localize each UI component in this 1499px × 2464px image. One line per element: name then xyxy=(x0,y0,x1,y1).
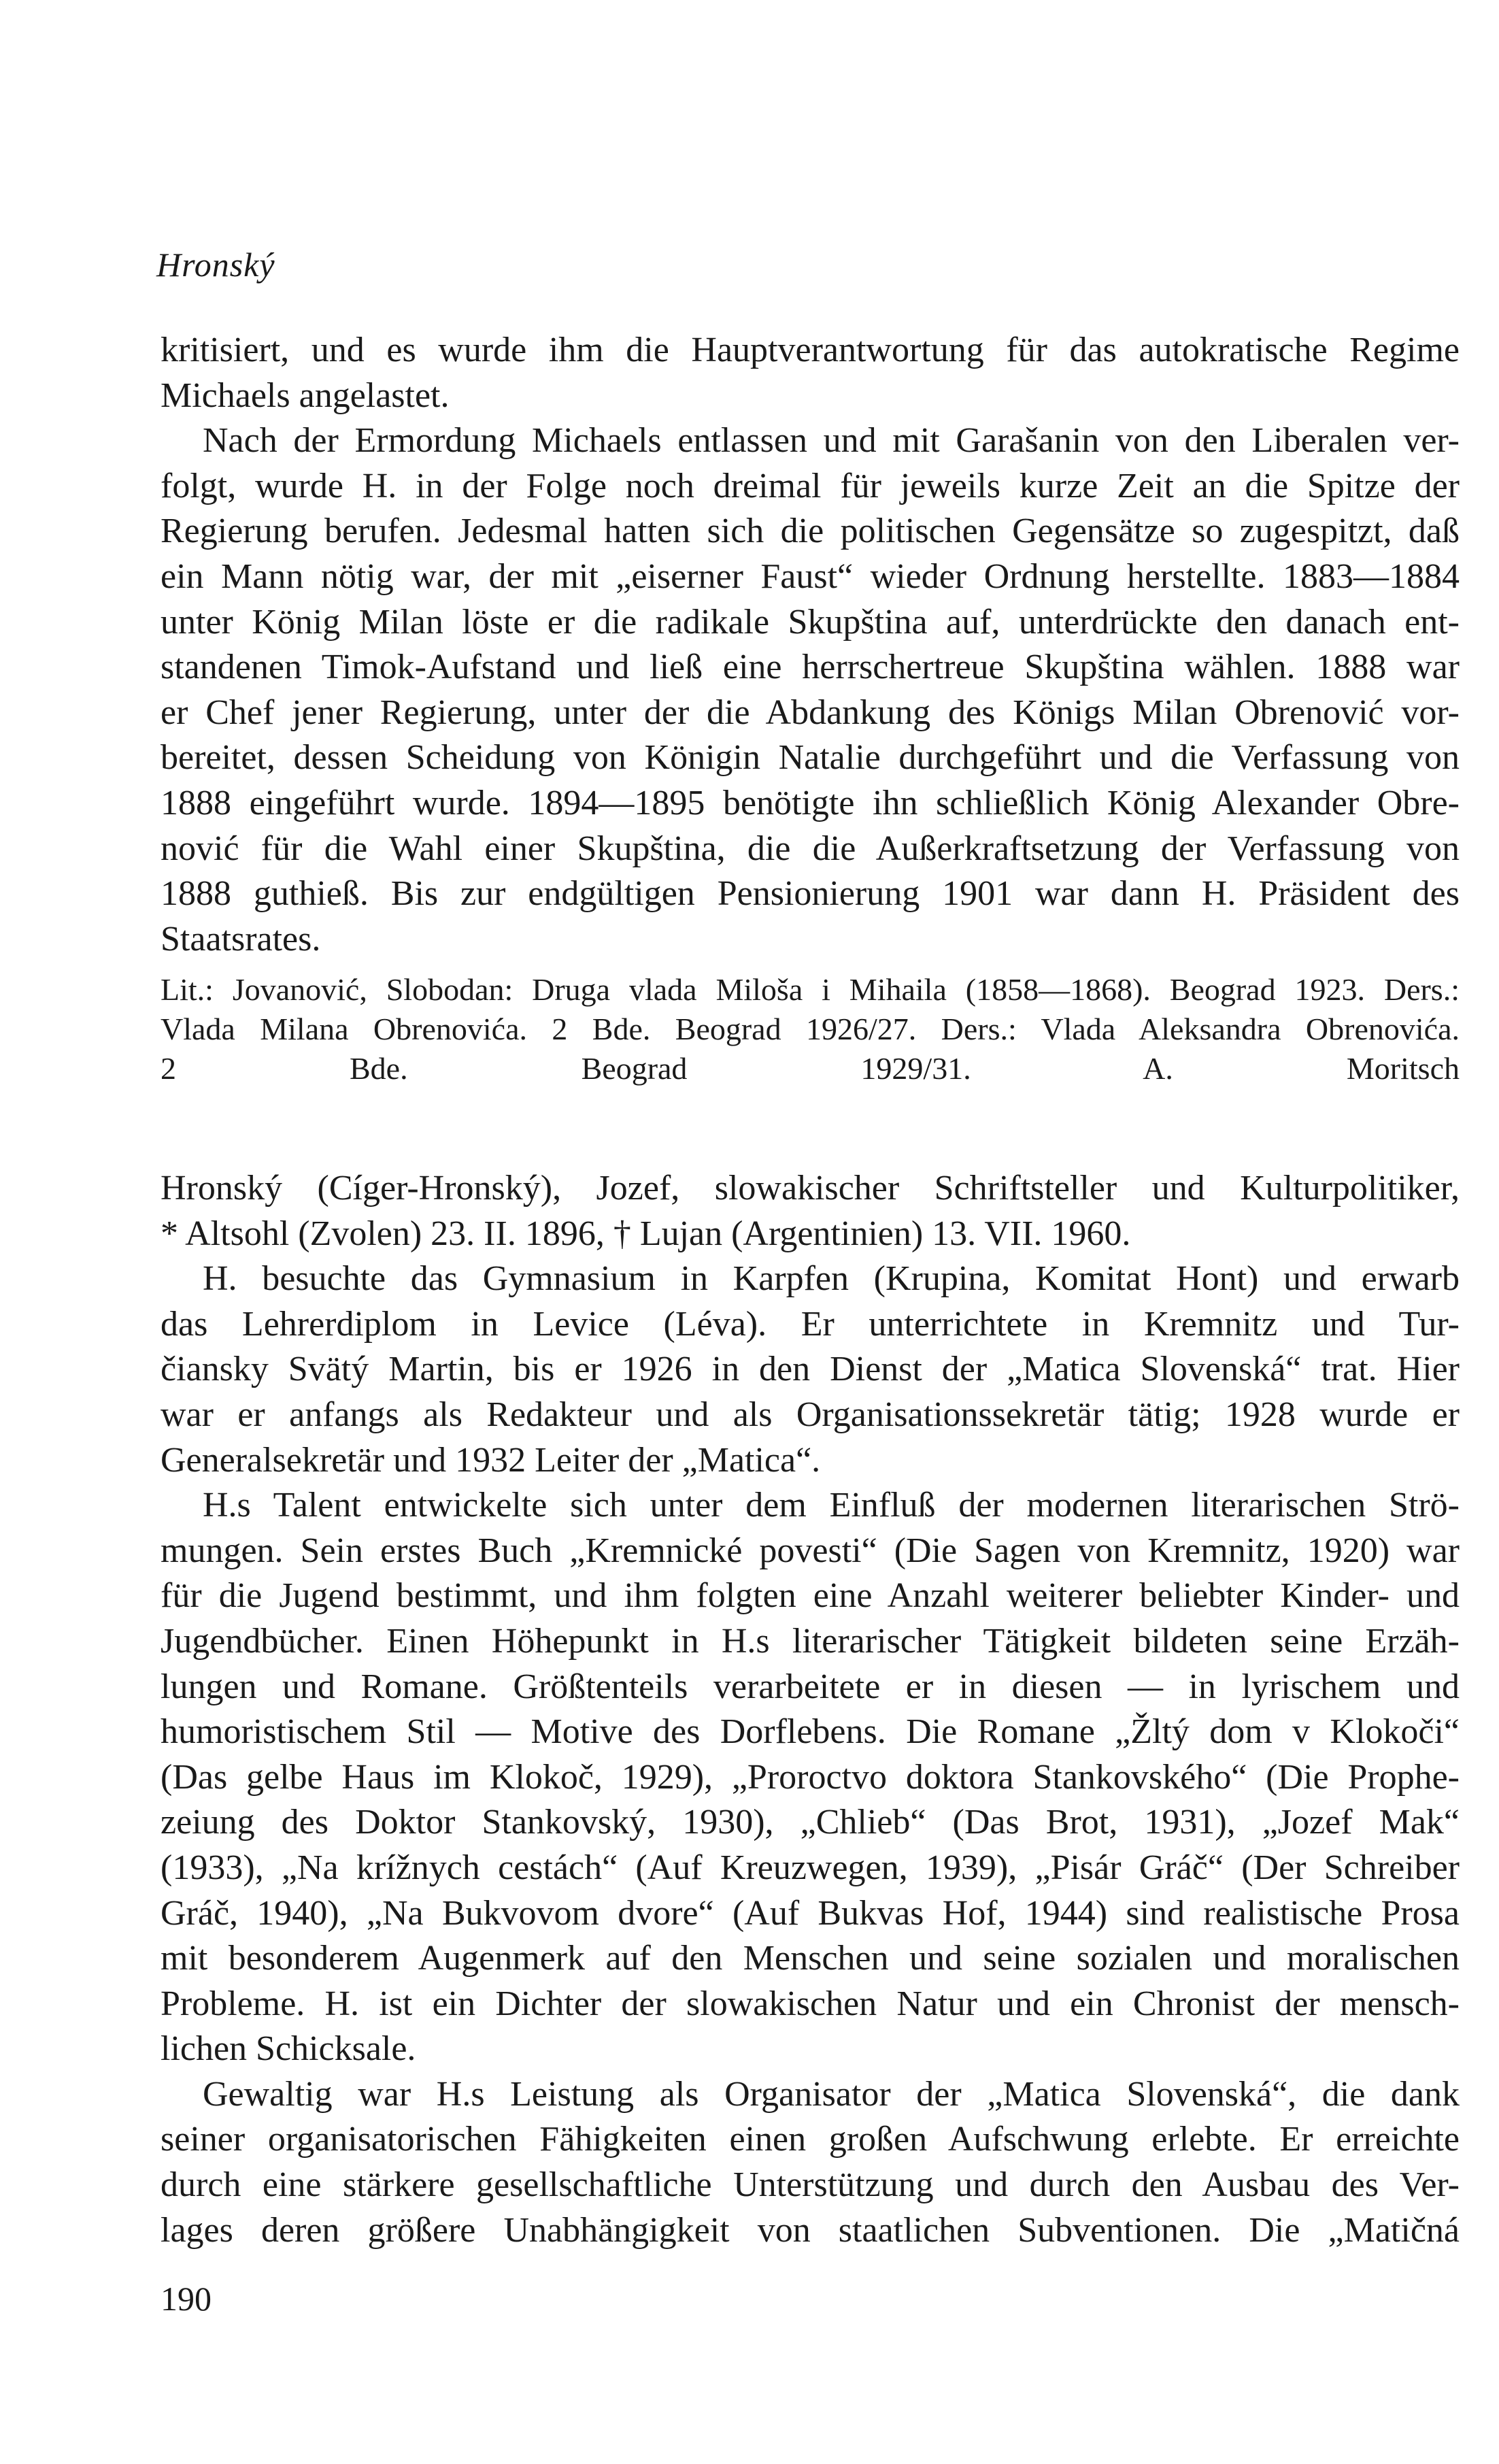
text-line: mungen. Sein erstes Buch „Kremnické povesti“ (Die Sagen von Kremnitz, 1920) war xyxy=(161,1531,1460,1570)
text-line: 1888 eingeführt wurde. 1894—1895 benötigte ihn schließlich König Alexander Obre- xyxy=(161,783,1460,822)
text-line: seiner organisatorischen Fähigkeiten einen großen Aufschwung erlebte. Er erreichte xyxy=(161,2120,1460,2159)
text-line: er Chef jener Regierung, unter der die Abdankung des Königs Milan Obrenović vor- xyxy=(161,693,1460,732)
literature-line: Lit.: Jovanović, Slobodan: Druga vlada Miloša i Mihaila (1858—1868). Beograd 1923. Ders.: xyxy=(161,972,1460,1007)
text-line: kritisiert, und es wurde ihm die Hauptverantwortung für das autokratische Regime xyxy=(161,331,1460,369)
continued-article xyxy=(161,328,1460,962)
text-line: lichen Schicksale. xyxy=(161,2029,416,2069)
text-line: (1933), „Na krížnych cestách“ (Auf Kreuzwegen, 1939), „Pisár Gráč“ (Der Schreiber xyxy=(161,1848,1460,1887)
page-number: 190 xyxy=(161,2280,212,2318)
text-line: Michaels angelastet. xyxy=(161,376,450,415)
text-line: ein Mann nötig war, der mit „eiserner Faust“ wieder Ordnung herstellte. 1883—1884 xyxy=(161,556,1460,596)
text-line: Gráč, 1940), „Na Bukvovom dvore“ (Auf Bukvas Hof, 1944) sind realistische Prosa xyxy=(161,1893,1460,1933)
text-line: H. besuchte das Gymnasium in Karpfen (Krupina, Komitat Hont) und erwarb xyxy=(203,1259,1460,1299)
text-line: Probleme. H. ist ein Dichter der slowakischen Natur und ein Chronist der mensch- xyxy=(161,1984,1460,2023)
literature-line: Vlada Milana Obrenovića. 2 Bde. Beograd 1926/27. Ders.: Vlada Aleksandra Obrenovića. xyxy=(161,1012,1460,1046)
text-line: unter König Milan löste er die radikale Skupština auf, unterdrückte den danach ent- xyxy=(161,602,1460,642)
text-line: Jugendbücher. Einen Höhepunkt in H.s literarischer Tätigkeit bildeten seine Erzäh- xyxy=(161,1621,1460,1661)
text-line: standenen Timok-Aufstand und ließ eine herrschertreue Skupština wählen. 1888 war xyxy=(161,648,1460,687)
text-line: mit besonderem Augenmerk auf den Menschen und seine sozialen und moralischen xyxy=(161,1939,1460,1978)
text-line: Generalsekretär und 1932 Leiter der „Matica“. xyxy=(161,1440,821,1480)
text-line: Gewaltig war H.s Leistung als Organisator der „Matica Slovenská“, die dank xyxy=(203,2074,1460,2114)
text-line: Regierung berufen. Jedesmal hatten sich die politischen Gegensätze so zugespitzt, daß xyxy=(161,512,1460,551)
text-line: humoristischem Stil — Motive des Dorflebens. Die Romane „Žltý dom v Klokoči“ xyxy=(161,1712,1460,1752)
text-line: durch eine stärkere gesellschaftliche Unterstützung und durch den Ausbau des Ver- xyxy=(161,2165,1460,2205)
entry-hronsky xyxy=(161,1166,1460,2253)
text-line: folgt, wurde H. in der Folge noch dreimal für jeweils kurze Zeit an die Spitze der xyxy=(161,466,1460,505)
text-line: * Altsohl (Zvolen) 23. II. 1896, † Lujan (Argentinien) 13. VII. 1960. xyxy=(161,1214,1131,1253)
literature-references xyxy=(161,970,1460,1088)
text-line: Hronský (Cíger-Hronský), Jozef, slowakischer Schriftsteller und Kulturpolitiker, xyxy=(161,1169,1460,1208)
text-line: bereitet, dessen Scheidung von Königin Natalie durchgeführt und die Verfassung von xyxy=(161,738,1460,778)
text-line: für die Jugend bestimmt, und ihm folgten eine Anzahl weiterer beliebter Kinder- und xyxy=(161,1576,1460,1616)
text-line: zeiung des Doktor Stankovský, 1930), „Chlieb“ (Das Brot, 1931), „Jozef Mak“ xyxy=(161,1803,1460,1842)
text-line: čiansky Svätý Martin, bis er 1926 in den Dienst der „Matica Slovenská“ trat. Hier xyxy=(161,1350,1460,1389)
text-line: lages deren größere Unabhängigkeit von staatlichen Subventionen. Die „Matičná xyxy=(161,2210,1460,2250)
text-line: (Das gelbe Haus im Klokoč, 1929), „Proroctvo doktora Stankovského“ (Die Prophe- xyxy=(161,1757,1460,1797)
text-line: 1888 guthieß. Bis zur endgültigen Pensionierung 1901 war dann H. Präsident des xyxy=(161,874,1460,914)
literature-line: 2 Bde. Beograd 1929/31. A. Moritsch xyxy=(161,1051,1460,1086)
running-head: Hronský xyxy=(156,246,275,284)
text-line: das Lehrerdiplom in Levice (Léva). Er unterrichtete in Kremnitz und Tur- xyxy=(161,1304,1460,1344)
text-line: Staatsrates. xyxy=(161,919,321,959)
text-line: Nach der Ermordung Michaels entlassen und mit Garašanin von den Liberalen ver- xyxy=(203,421,1460,461)
text-line: H.s Talent entwickelte sich unter dem Einfluß der modernen literarischen Strö- xyxy=(203,1486,1460,1525)
text-line: lungen und Romane. Größtenteils verarbeitete er in diesen — in lyrischem und xyxy=(161,1667,1460,1706)
text-line: nović für die Wahl einer Skupština, die die Außerkraftsetzung der Verfassung von xyxy=(161,829,1460,868)
text-line: war er anfangs als Redakteur und als Organisationssekretär tätig; 1928 wurde er xyxy=(161,1395,1460,1434)
